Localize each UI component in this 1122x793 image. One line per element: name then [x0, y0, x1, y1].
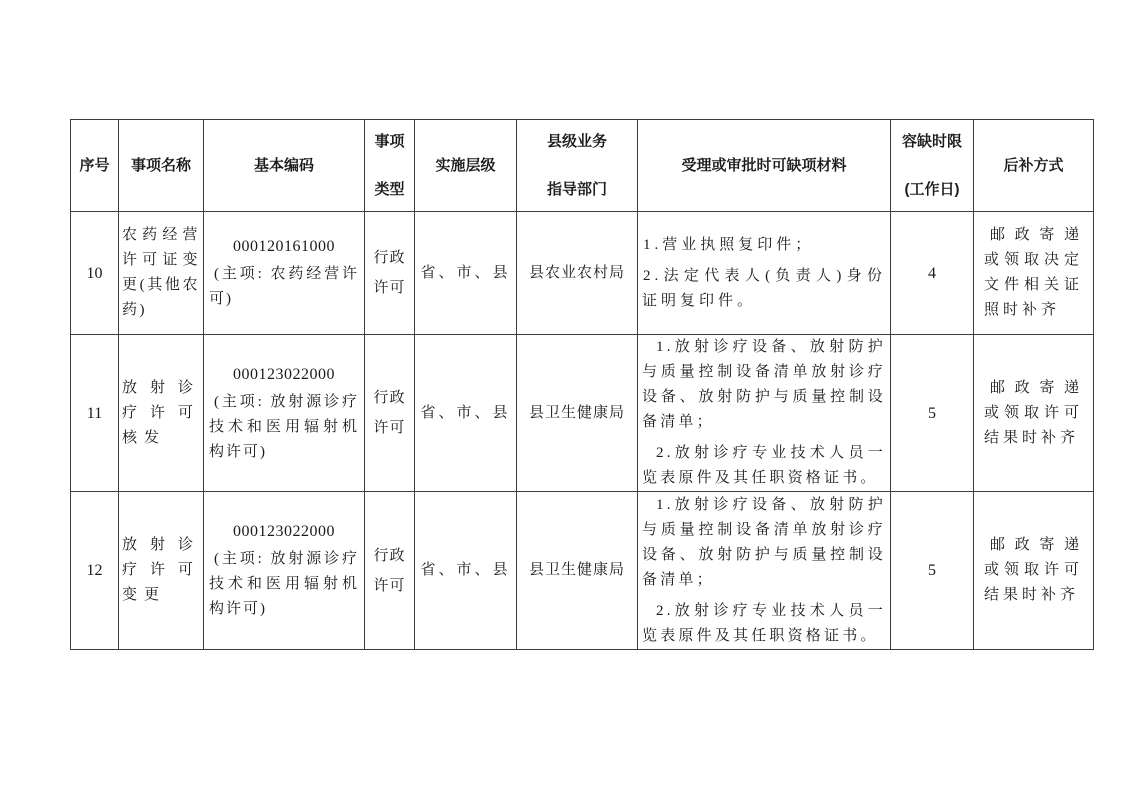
basic-code-main-item: (主项: 农药经营许可): [209, 266, 359, 307]
header-implementation-level: [415, 120, 517, 212]
header-serial-number: [71, 120, 119, 212]
cell-supplement-method: 邮政寄递或领取许可结果时补齐: [974, 492, 1094, 650]
material-item: 1.营业执照复印件；: [643, 236, 815, 253]
cell-missing-materials: [638, 492, 891, 650]
cell-implementation-level: 省、市、县: [415, 492, 517, 650]
table-row-11: [71, 335, 1094, 492]
cell-supplement-method: 邮政寄递或领取决定文件相关证照时补齐: [974, 212, 1094, 335]
header-tolerance-days: [891, 120, 974, 212]
header-label-line: 容缺时限: [901, 132, 962, 150]
material-item: 1.放射诊疗设备、放射防护与质量控制设备清单放射诊疗设备、放射防护与质量控制设备清单；: [642, 496, 886, 588]
cell-basic-code: [204, 335, 365, 492]
header-label-line: (工作日): [904, 180, 960, 198]
header-label: 受理或审批时可缺项材料: [681, 156, 847, 174]
cell-guidance-dept: 县农业农村局: [517, 212, 638, 335]
basic-code-number: 000123022000: [233, 365, 335, 383]
header-item-name: [119, 120, 204, 212]
cell-basic-code: [204, 492, 365, 650]
cell-item-name: 放射诊疗许可核发: [119, 335, 204, 492]
header-label: 序号: [79, 156, 110, 174]
header-county-guidance-dept: [517, 120, 638, 212]
cell-basic-code: [204, 212, 365, 335]
cell-missing-materials: [638, 335, 891, 492]
basic-code-main-item: (主项: 放射源诊疗技术和医用辐射机构许可): [209, 393, 359, 460]
material-item: 2.法定代表人(负责人)身份证明复印件。: [642, 267, 886, 309]
cell-item-type: 行政许可: [365, 492, 415, 650]
cell-missing-materials: [638, 212, 891, 335]
cell-implementation-level: 省、市、县: [415, 335, 517, 492]
approval-items-table: [70, 119, 1094, 650]
header-label: 基本编码: [253, 156, 314, 174]
table-row-10: [71, 212, 1094, 335]
header-basic-code: [204, 120, 365, 212]
cell-tolerance-days: 5: [891, 492, 974, 650]
header-label-line: 指导部门: [546, 180, 607, 198]
cell-item-type: 行政许可: [365, 212, 415, 335]
cell-serial-number: 12: [71, 492, 119, 650]
basic-code-number: 000123022000: [233, 523, 335, 540]
header-label: 事项名称: [130, 156, 191, 174]
cell-supplement-method: 邮政寄递或领取许可结果时补齐: [974, 335, 1094, 492]
basic-code-number: 000120161000: [233, 238, 335, 255]
table-row-12: [71, 492, 1094, 650]
cell-tolerance-days: 5: [891, 335, 974, 492]
cell-item-name: 放射诊疗许可变更: [119, 492, 204, 650]
table-header-row: [71, 120, 1094, 212]
material-item: 2.放射诊疗专业技术人员一览表原件及其任职资格证书。: [642, 445, 886, 486]
header-label-line: 县级业务: [546, 132, 607, 150]
cell-tolerance-days: 4: [891, 212, 974, 335]
cell-item-type: 行政许可: [365, 335, 415, 492]
cell-guidance-dept: 县卫生健康局: [517, 492, 638, 650]
header-label: 实施层级: [435, 156, 496, 174]
cell-guidance-dept: 县卫生健康局: [517, 335, 638, 492]
header-label-line: 类型: [374, 180, 405, 198]
header-supplement-method: [974, 120, 1094, 212]
header-label-line: 事项: [374, 132, 405, 150]
header-missing-materials: [638, 120, 891, 212]
cell-serial-number: 10: [71, 212, 119, 335]
cell-implementation-level: 省、市、县: [415, 212, 517, 335]
header-item-type: [365, 120, 415, 212]
material-item: 1.放射诊疗设备、放射防护与质量控制设备清单放射诊疗设备、放射防护与质量控制设备清单；: [642, 339, 886, 430]
cell-serial-number: 11: [71, 335, 119, 492]
header-label: 后补方式: [1003, 156, 1064, 174]
material-item: 2.放射诊疗专业技术人员一览表原件及其任职资格证书。: [642, 602, 886, 644]
cell-item-name: 农药经营许可证变更(其他农药): [119, 212, 204, 335]
basic-code-main-item: (主项: 放射源诊疗技术和医用辐射机构许可): [209, 551, 359, 617]
